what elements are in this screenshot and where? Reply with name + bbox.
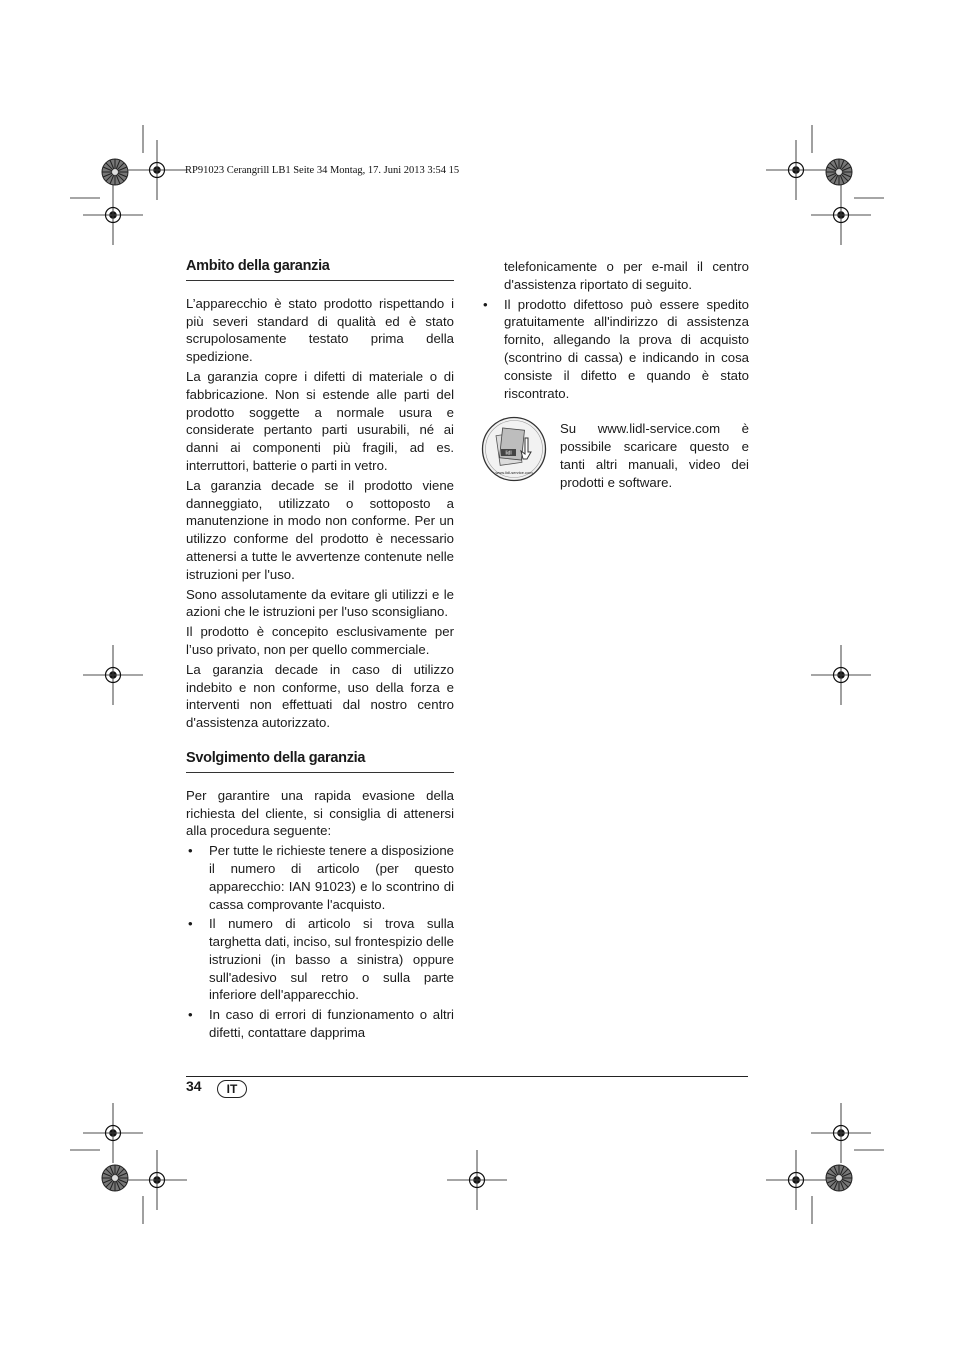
- list-item-continuation: telefonicamente o per e-mail il centro d'assistenza riportato di seguito.: [504, 259, 749, 292]
- lidl-service-text: Su www.lidl-service.com è possibile scaricare questo e tanti altri manuali, video dei prodotti e software.: [560, 421, 749, 490]
- registration-mark-mid-left: [83, 645, 143, 705]
- list-item: [481, 296, 749, 403]
- list-item-text: In caso di errori di funzionamento o altri difetti, contattare dapprima: [209, 1007, 454, 1041]
- registration-mark-top-right: [766, 125, 884, 245]
- bullet-icon: •: [188, 1007, 193, 1023]
- lidl-service-note: [481, 420, 749, 491]
- list-item: [186, 842, 454, 913]
- paragraph: Il prodotto è concepito esclusivamente per l’uso privato, non per quello commerciale.: [186, 624, 454, 657]
- section-title-warranty-scope: Ambito della garanzia: [186, 258, 454, 281]
- left-column: [186, 258, 454, 1044]
- list-item-text: Il prodotto difettoso può essere spedito gratuitamente all'indirizzo di assistenza fornito, allegando la prova di acquisto (scontrino di cassa) e indicando in cosa consiste il difetto e quando è stato riscontrato.: [504, 296, 749, 401]
- right-column: [481, 258, 749, 492]
- registration-mark-bottom-left: [70, 1103, 187, 1224]
- footer-divider: [186, 1076, 748, 1077]
- paragraph: La garanzia decade in caso di utilizzo indebito e non conforme, uso della forza e interventi non effettuati dal nostro centro d'assistenza autorizzato.: [186, 661, 454, 731]
- section-title-warranty-procedure: Svolgimento della garanzia: [186, 750, 454, 773]
- registration-mark-top-left: [70, 125, 187, 245]
- lidl-service-download-icon: [481, 416, 547, 482]
- list-item-text: Il numero di articolo si trova sulla targhetta dati, inciso, sul frontespizio delle istruzioni (in basso a sinistra) oppure sull'adesivo sul retro o sulla parte inferiore dell'apparecchio.: [209, 916, 454, 1003]
- page-number: 34: [186, 1078, 202, 1094]
- paragraph: La garanzia copre i difetti di materiale o di fabbricazione. Non si estende alle parti del prodotto soggette a normale usura e considerate pertanto parti usurabili, né ai danni ai componenti più fragili, ad es. interruttori, batterie o parti in vetro.: [186, 368, 454, 473]
- registration-mark-bottom-right: [766, 1103, 884, 1224]
- procedure-bullet-list: [186, 842, 454, 1042]
- bullet-icon: •: [483, 296, 488, 312]
- paragraph: Sono assolutamente da evitare gli utilizzi e le azioni che le istruzioni per l'uso sconsigliano.: [186, 586, 454, 620]
- print-info-header: RP91023 Cerangrill LB1 Seite 34 Montag, 17. Juni 2013 3:54 15: [185, 165, 460, 176]
- list-item: [186, 1006, 454, 1042]
- paragraph: La garanzia decade se il prodotto viene danneggiato, utilizzato o sottoposto a manutenzione in modo non conforme. Per un utilizzo conforme del prodotto è necessario attenersi a tutte le avvertenze contenute nelle istruzioni per l'uso.: [186, 477, 454, 582]
- bullet-icon: •: [188, 843, 193, 859]
- list-item-text: Per tutte le richieste tenere a disposizione il numero di articolo (per questo apparecchio: IAN 91023) e lo scontrino di cassa comprovante l'acquisto.: [209, 843, 454, 912]
- registration-mark-bottom-center: [447, 1150, 507, 1210]
- lidl-icon-caption: www.lidl-service.com: [495, 470, 533, 476]
- bullet-icon: •: [188, 916, 193, 932]
- list-item: [186, 915, 454, 1004]
- paragraph-intro: Per garantire una rapida evasione della richiesta del cliente, si consiglia di attenersi alla procedura seguente:: [186, 787, 454, 839]
- paragraph: L’apparecchio è stato prodotto rispettando i più severi standard di qualità ed è stato scrupolosamente testato prima della spedizione.: [186, 295, 454, 365]
- lidl-icon-label: lidl: [505, 450, 512, 457]
- shipping-bullet-list: [481, 296, 749, 403]
- registration-mark-mid-right: [811, 645, 871, 705]
- language-badge: IT: [217, 1080, 247, 1098]
